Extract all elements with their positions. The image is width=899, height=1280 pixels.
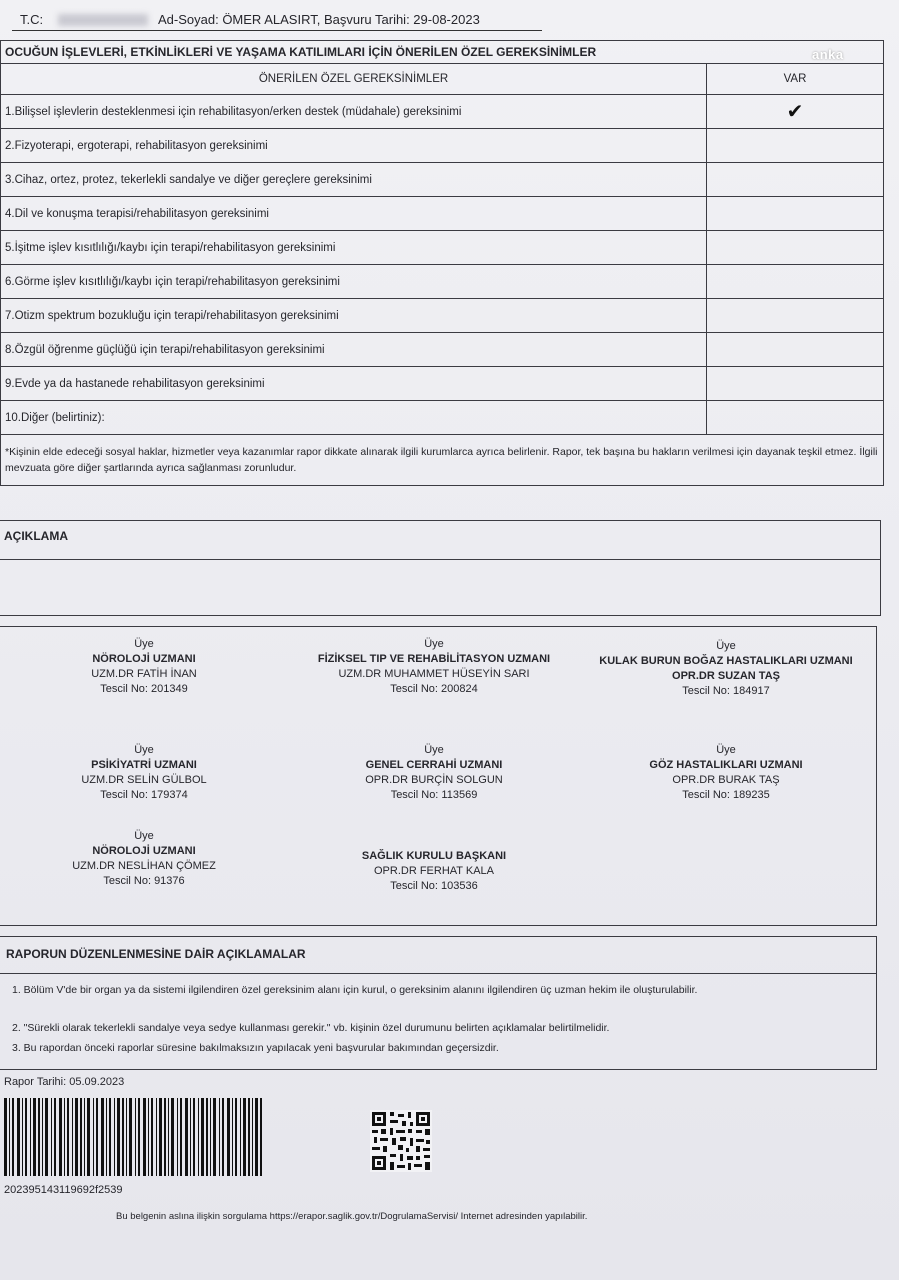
need-label: 4.Dil ve konuşma terapisi/rehabilitasyon gereksinimi [1,197,707,231]
member-name: UZM.DR NESLİHAN ÇÖMEZ [72,860,216,872]
member-registration: Tescil No: 184917 [682,685,770,697]
barcode-number: 202395143119692f2539 [4,1184,123,1196]
need-label: 6.Görme işlev kısıtlılığı/kaybı için terapi/rehabilitasyon gereksinimi [1,265,707,299]
explanation-title: AÇIKLAMA [4,529,68,543]
member-registration: Tescil No: 103536 [390,880,478,892]
column-header-var: VAR [707,64,884,95]
member-name: UZM.DR MUHAMMET HÜSEYİN SARI [338,668,530,680]
tc-label: T.C: [20,12,44,27]
member-label: Üye [134,744,154,756]
member-block [4,829,284,889]
member-name: OPR.DR SUZAN TAŞ [672,670,780,682]
member-role: KULAK BURUN BOĞAZ HASTALIKLARI UZMANI [599,655,853,667]
report-note: 2. "Sürekli olarak tekerlekli sandalye veya sedye kullanması gerekir." vb. kişinin özel durumunu belirten açıklamalar belirtilmelidir. [12,1022,610,1034]
member-block [586,639,866,699]
applicant-header [0,8,899,32]
member-registration: Tescil No: 201349 [100,683,188,695]
need-label: 3.Cihaz, ortez, protez, tekerlekli sandalye ve diğer gereçlere gereksinimi [1,163,707,197]
table-note: *Kişinin elde edeceği sosyal haklar, hizmetler veya kazanımlar rapor dikkate alınarak ilgili kurumlarca ayrıca belirlenir. Rapor, tek başına bu hakların verilmesi için dayanak teşkil etmez. İlgili mevzuata göre diğer şartlarında ayrıca sağlanması zorunludur. [1,435,884,486]
member-block [294,743,574,803]
redacted-id [58,14,148,26]
qr-code-image [370,1110,432,1172]
var-cell [707,333,884,367]
table-row [1,299,884,333]
member-role: PSİKİYATRİ UZMANI [91,759,197,771]
member-registration: Tescil No: 179374 [100,789,188,801]
table-row [1,231,884,265]
member-registration: Tescil No: 189235 [682,789,770,801]
var-cell [707,231,884,265]
member-role: GENEL CERRAHİ UZMANI [365,759,503,771]
watermark-logo: anka [812,47,844,62]
need-label: 1.Bilişsel işlevlerin desteklenmesi için rehabilitasyon/erken destek (müdahale) gereksinimi [1,95,707,129]
report-note: 3. Bu rapordan önceki raporlar süresine bakılmaksızın yapılacak yeni başvurular bakımından geçersizdir. [12,1042,499,1054]
member-label: Üye [716,640,736,652]
member-label: Üye [424,638,444,650]
member-block [586,743,866,803]
member-block [4,743,284,803]
var-cell [707,163,884,197]
member-label: Üye [134,638,154,650]
report-notes-box [0,936,877,1070]
divider [0,559,880,560]
member-role: NÖROLOJİ UZMANI [92,845,196,857]
need-label: 9.Evde ya da hastanede rehabilitasyon gereksinimi [1,367,707,401]
table-row [1,367,884,401]
report-note: 1. Bölüm V'de bir organ ya da sistemi ilgilendiren özel gereksinim alanı için kurul, o gereksinim alanını ilgilendiren üç uzman hekim ile oluşturulabilir. [12,984,698,996]
table-row [1,163,884,197]
report-date: Rapor Tarihi: 05.09.2023 [4,1076,125,1088]
member-block [294,637,574,697]
verification-note: Bu belgenin aslına ilişkin sorgulama https://erapor.saglik.gov.tr/DogrulamaServisi/ Internet adresinden yapılabilir. [116,1211,588,1222]
table-title-row [1,41,884,64]
var-cell [707,197,884,231]
column-header-needs: ÖNERİLEN ÖZEL GEREKSİNİMLER [1,64,707,95]
var-cell [707,401,884,435]
member-role: FİZİKSEL TIP VE REHABİLİTASYON UZMANI [317,653,551,665]
member-label: Üye [716,744,736,756]
member-registration: Tescil No: 200824 [390,683,478,695]
explanation-box [0,520,881,616]
member-registration: Tescil No: 91376 [103,875,185,887]
table-row [1,333,884,367]
special-needs-table [0,40,884,486]
table-header-row [1,64,884,95]
applicant-info: Ad-Soyad: ÖMER ALASIRT, Başvuru Tarihi: 29-08-2023 [158,12,480,27]
table-note-row [1,435,884,486]
need-label: 2.Fizyoterapi, ergoterapi, rehabilitasyon gereksinimi [1,129,707,163]
member-block [4,637,284,697]
table-row [1,197,884,231]
member-name: OPR.DR BURAK TAŞ [672,774,780,786]
var-cell [707,367,884,401]
table-title: OCUĞUN İŞLEVLERİ, ETKİNLİKLERİ VE YAŞAMA KATILIMLARI İÇİN ÖNERİLEN ÖZEL GEREKSİNİMLER [1,41,884,64]
check-icon: ✔ [707,95,884,129]
header-underline [12,30,542,31]
member-role: NÖROLOJİ UZMANI [92,653,196,665]
report-notes-title: RAPORUN DÜZENLENMESİNE DAİR AÇIKLAMALAR [6,947,306,961]
need-label: 7.Otizm spektrum bozukluğu için terapi/rehabilitasyon gereksinimi [1,299,707,333]
table-row [1,401,884,435]
var-cell [707,129,884,163]
committee-members [0,626,877,926]
member-role: SAĞLIK KURULU BAŞKANI [361,850,507,862]
table-row [1,129,884,163]
need-label: 8.Özgül öğrenme güçlüğü için terapi/rehabilitasyon gereksinimi [1,333,707,367]
member-name: OPR.DR FERHAT KALA [373,865,494,877]
member-label: Üye [424,744,444,756]
var-cell [707,265,884,299]
barcode-image [4,1098,262,1176]
member-registration: Tescil No: 113569 [390,789,478,801]
table-row [1,265,884,299]
member-block [294,849,574,894]
member-role: GÖZ HASTALIKLARI UZMANI [649,759,803,771]
table-row [1,95,884,129]
member-label: Üye [134,830,154,842]
need-label: 10.Diğer (belirtiniz): [1,401,707,435]
member-name: UZM.DR FATİH İNAN [91,668,197,680]
member-name: UZM.DR SELİN GÜLBOL [81,774,207,786]
var-cell [707,299,884,333]
divider [0,973,876,974]
need-label: 5.İşitme işlev kısıtlılığı/kaybı için terapi/rehabilitasyon gereksinimi [1,231,707,265]
member-name: OPR.DR BURÇİN SOLGUN [365,774,503,786]
